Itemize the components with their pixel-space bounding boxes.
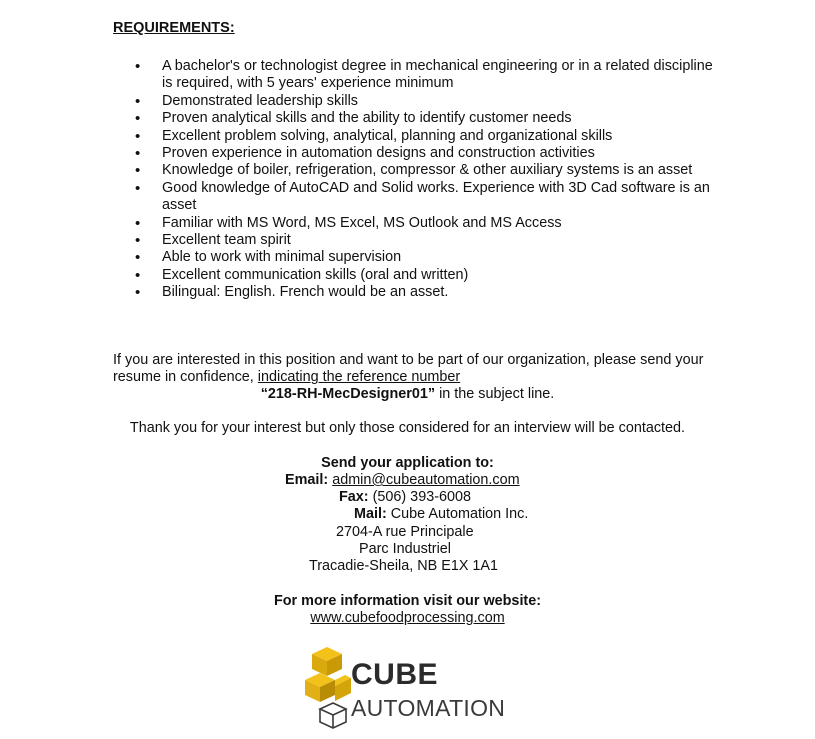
fax-label: Fax: xyxy=(339,489,369,505)
list-item: • Excellent communication skills (oral and written) xyxy=(135,267,715,284)
list-item: • A bachelor's or technologist degree in mechanical engineering or in a related discipline is required, with 5 years' experience minimum xyxy=(135,58,715,93)
list-item: • Good knowledge of AutoCAD and Solid works. Experience with 3D Cad software is an asset xyxy=(135,180,715,215)
list-item: • Knowledge of boiler, refrigeration, compressor & other auxiliary systems is an asset xyxy=(135,162,715,179)
email-label: Email: xyxy=(285,472,329,488)
logo-word-cube: CUBE xyxy=(351,658,439,691)
mail-line xyxy=(354,506,528,523)
apply-instructions xyxy=(113,352,713,387)
reference-line xyxy=(0,386,815,403)
website-line xyxy=(0,610,815,627)
logo-outline-cube xyxy=(320,703,346,728)
logo-word-automation: AUTOMATION xyxy=(351,695,506,721)
list-item: • Proven analytical skills and the ability to identify customer needs xyxy=(135,110,715,127)
list-item: • Familiar with MS Word, MS Excel, MS Outlook and MS Access xyxy=(135,215,715,232)
fax-line xyxy=(339,489,471,506)
list-item: • Demonstrated leadership skills xyxy=(135,93,715,110)
reference-number-instruction: indicating the reference number xyxy=(257,369,461,386)
requirements-title: REQUIREMENTS: xyxy=(113,20,235,36)
website-link[interactable]: www.cubefoodprocessing.com xyxy=(310,610,505,626)
list-item: • Bilingual: English. French would be an asset. xyxy=(135,284,715,301)
list-item: • Excellent problem solving, analytical, planning and organizational skills xyxy=(135,128,715,145)
address-line-2: Parc Industriel xyxy=(359,541,451,557)
list-item: • Proven experience in automation designs and construction activities xyxy=(135,145,715,162)
email-line xyxy=(285,472,520,489)
fax-number: (506) 393-6008 xyxy=(368,489,472,505)
thank-you-note: Thank you for your interest but only those considered for an interview will be contacted. xyxy=(129,420,686,436)
mail-company: Cube Automation Inc. xyxy=(386,506,529,522)
reference-suffix: in the subject line. xyxy=(435,386,555,402)
reference-number: “218-RH-MecDesigner01” xyxy=(260,386,436,402)
address-line-3: Tracadie-Sheila, NB E1X 1A1 xyxy=(309,558,499,574)
website-heading: For more information visit our website: xyxy=(273,593,542,609)
list-item: • Excellent team spirit xyxy=(135,232,715,249)
address-line-1: 2704-A rue Principale xyxy=(336,524,474,540)
send-application-heading: Send your application to: xyxy=(321,455,494,471)
cube-logo-icon xyxy=(305,645,351,729)
requirements-list xyxy=(135,58,715,302)
mail-label: Mail: xyxy=(354,506,387,522)
apply-intro-text: If you are interested in this position and want to be part of our organization, please send your resume in confidence, xyxy=(113,352,704,386)
email-link[interactable]: admin@cubeautomation.com xyxy=(332,472,520,488)
cube-automation-logo xyxy=(305,645,515,729)
list-item: • Able to work with minimal supervision xyxy=(135,249,715,266)
